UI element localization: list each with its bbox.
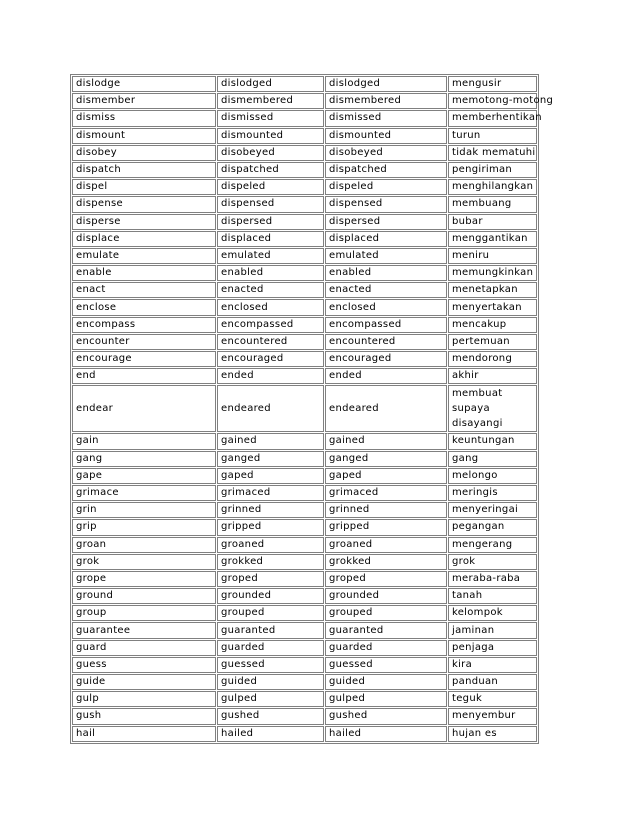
- verb-participle-cell: dismounted: [325, 128, 447, 144]
- verb-past-cell: encountered: [217, 334, 324, 350]
- verb-past-cell: gushed: [217, 708, 324, 724]
- verb-past-cell: emulated: [217, 248, 324, 264]
- verb-translation-cell: turun: [448, 128, 537, 144]
- verb-translation-cell: tidak mematuhi: [448, 145, 537, 161]
- verb-past-cell: gulped: [217, 691, 324, 707]
- verb-participle-cell: enacted: [325, 282, 447, 298]
- verb-past-cell: groped: [217, 571, 324, 587]
- verb-base-cell: dismiss: [72, 110, 216, 126]
- verb-translation-cell: memotong-motong: [448, 93, 537, 109]
- verb-translation-cell: teguk: [448, 691, 537, 707]
- verb-past-cell: hailed: [217, 726, 324, 742]
- verb-participle-cell: disobeyed: [325, 145, 447, 161]
- verb-base-cell: dismount: [72, 128, 216, 144]
- table-row: [72, 231, 537, 247]
- table-row: [72, 605, 537, 621]
- verb-participle-cell: grokked: [325, 554, 447, 570]
- verb-base-cell: enclose: [72, 299, 216, 315]
- verb-participle-cell: dispersed: [325, 214, 447, 230]
- table-row: [72, 110, 537, 126]
- verb-past-cell: guaranted: [217, 622, 324, 638]
- verb-base-cell: dismember: [72, 93, 216, 109]
- verb-participle-cell: encompassed: [325, 317, 447, 333]
- verb-participle-cell: groaned: [325, 537, 447, 553]
- verb-past-cell: dispersed: [217, 214, 324, 230]
- verb-past-cell: dismembered: [217, 93, 324, 109]
- verb-translation-cell: menyertakan: [448, 299, 537, 315]
- table-row: [72, 708, 537, 724]
- verb-translation-cell: mengusir: [448, 76, 537, 92]
- verb-participle-cell: emulated: [325, 248, 447, 264]
- verb-translation-cell: meraba-raba: [448, 571, 537, 587]
- table-row: [72, 674, 537, 690]
- verb-table-body: [72, 76, 554, 742]
- verb-past-cell: disobeyed: [217, 145, 324, 161]
- table-row: [72, 282, 537, 298]
- verb-base-cell: encounter: [72, 334, 216, 350]
- verb-past-cell: guarded: [217, 640, 324, 656]
- verb-past-cell: endeared: [217, 385, 324, 432]
- verb-base-cell: gang: [72, 451, 216, 467]
- verb-translation-cell: hujan es: [448, 726, 537, 742]
- table-row: [72, 519, 537, 535]
- verb-participle-cell: hailed: [325, 726, 447, 742]
- verb-translation-cell: mengerang: [448, 537, 537, 553]
- verb-base-cell: displace: [72, 231, 216, 247]
- verb-translation-cell: meringis: [448, 485, 537, 501]
- verb-translation-cell: mencakup: [448, 317, 537, 333]
- verb-past-cell: dispatched: [217, 162, 324, 178]
- table-row: [72, 351, 537, 367]
- verb-participle-cell: guarded: [325, 640, 447, 656]
- table-row: [72, 571, 537, 587]
- table-row: [72, 145, 537, 161]
- table-row: [72, 265, 537, 281]
- verb-base-cell: enact: [72, 282, 216, 298]
- verb-participle-cell: enclosed: [325, 299, 447, 315]
- verb-base-cell: emulate: [72, 248, 216, 264]
- table-row: [72, 588, 537, 604]
- verb-participle-cell: dispensed: [325, 196, 447, 212]
- table-row: [72, 451, 537, 467]
- verb-base-cell: group: [72, 605, 216, 621]
- verb-translation-cell: kelompok: [448, 605, 537, 621]
- verb-participle-cell: endeared: [325, 385, 447, 432]
- verb-participle-cell: ended: [325, 368, 447, 384]
- verb-translation-cell: grok: [448, 554, 537, 570]
- verb-translation-cell: menghilangkan: [448, 179, 537, 195]
- table-row: [72, 214, 537, 230]
- verb-translation-cell: membuang: [448, 196, 537, 212]
- verb-base-cell: enable: [72, 265, 216, 281]
- verb-past-cell: dispeled: [217, 179, 324, 195]
- verb-past-cell: enabled: [217, 265, 324, 281]
- verb-base-cell: gulp: [72, 691, 216, 707]
- table-row: [72, 640, 537, 656]
- verb-base-cell: encourage: [72, 351, 216, 367]
- verb-translation-cell: penjaga: [448, 640, 537, 656]
- verb-base-cell: hail: [72, 726, 216, 742]
- verb-past-cell: enacted: [217, 282, 324, 298]
- verb-translation-cell: menetapkan: [448, 282, 537, 298]
- verb-participle-cell: grounded: [325, 588, 447, 604]
- table-row: [72, 385, 537, 432]
- verb-participle-cell: dispatched: [325, 162, 447, 178]
- verb-participle-cell: gaped: [325, 468, 447, 484]
- verb-base-cell: endear: [72, 385, 216, 432]
- verb-base-cell: guard: [72, 640, 216, 656]
- verb-participle-cell: gripped: [325, 519, 447, 535]
- verb-past-cell: dispensed: [217, 196, 324, 212]
- verb-past-cell: ended: [217, 368, 324, 384]
- verb-base-cell: encompass: [72, 317, 216, 333]
- verb-base-cell: dislodge: [72, 76, 216, 92]
- verb-translation-cell: membuat supaya disayangi: [448, 385, 537, 432]
- verb-past-cell: dislodged: [217, 76, 324, 92]
- verb-participle-cell: groped: [325, 571, 447, 587]
- verb-translation-cell: meniru: [448, 248, 537, 264]
- verb-translation-cell: pegangan: [448, 519, 537, 535]
- verb-translation-cell: gang: [448, 451, 537, 467]
- table-row: [72, 93, 537, 109]
- verb-translation-cell: melongo: [448, 468, 537, 484]
- verb-past-cell: encouraged: [217, 351, 324, 367]
- table-row: [72, 554, 537, 570]
- table-row: [72, 485, 537, 501]
- table-row: [72, 196, 537, 212]
- verb-base-cell: guarantee: [72, 622, 216, 638]
- verb-past-cell: groaned: [217, 537, 324, 553]
- verb-base-cell: grope: [72, 571, 216, 587]
- verb-past-cell: gaped: [217, 468, 324, 484]
- table-row: [72, 317, 537, 333]
- verb-past-cell: grimaced: [217, 485, 324, 501]
- verb-past-cell: ganged: [217, 451, 324, 467]
- verb-past-cell: gained: [217, 433, 324, 449]
- verb-past-cell: grouped: [217, 605, 324, 621]
- verb-translation-cell: mendorong: [448, 351, 537, 367]
- table-row: [72, 433, 537, 449]
- verb-past-cell: enclosed: [217, 299, 324, 315]
- verb-past-cell: guessed: [217, 657, 324, 673]
- table-row: [72, 622, 537, 638]
- verb-base-cell: grimace: [72, 485, 216, 501]
- verb-base-cell: grin: [72, 502, 216, 518]
- verb-past-cell: grinned: [217, 502, 324, 518]
- verb-base-cell: guide: [72, 674, 216, 690]
- verb-translation-cell: kira: [448, 657, 537, 673]
- table-row: [72, 179, 537, 195]
- verb-participle-cell: guessed: [325, 657, 447, 673]
- verb-translation-cell: menggantikan: [448, 231, 537, 247]
- verb-translation-cell: keuntungan: [448, 433, 537, 449]
- verb-participle-cell: gained: [325, 433, 447, 449]
- verb-participle-cell: enabled: [325, 265, 447, 281]
- table-row: [72, 468, 537, 484]
- verb-translation-cell: pengiriman: [448, 162, 537, 178]
- verb-translation-cell: bubar: [448, 214, 537, 230]
- verb-participle-cell: ganged: [325, 451, 447, 467]
- verb-past-cell: displaced: [217, 231, 324, 247]
- verb-base-cell: dispel: [72, 179, 216, 195]
- verb-past-cell: grokked: [217, 554, 324, 570]
- verb-base-cell: grok: [72, 554, 216, 570]
- verb-participle-cell: grouped: [325, 605, 447, 621]
- table-row: [72, 248, 537, 264]
- verb-participle-cell: dismissed: [325, 110, 447, 126]
- verb-base-cell: ground: [72, 588, 216, 604]
- verb-past-cell: dismissed: [217, 110, 324, 126]
- verb-participle-cell: grinned: [325, 502, 447, 518]
- verb-translation-cell: panduan: [448, 674, 537, 690]
- table-row: [72, 502, 537, 518]
- verb-past-cell: dismounted: [217, 128, 324, 144]
- table-row: [72, 726, 537, 742]
- verb-translation-cell: menyeringai: [448, 502, 537, 518]
- verb-translation-cell: pertemuan: [448, 334, 537, 350]
- verb-base-cell: disobey: [72, 145, 216, 161]
- table-row: [72, 334, 537, 350]
- verb-base-cell: gain: [72, 433, 216, 449]
- verb-participle-cell: encountered: [325, 334, 447, 350]
- table-row: [72, 162, 537, 178]
- verb-translation-cell: jaminan: [448, 622, 537, 638]
- verb-translation-cell: memberhentikan: [448, 110, 537, 126]
- table-row: [72, 657, 537, 673]
- verb-past-cell: grounded: [217, 588, 324, 604]
- verb-base-cell: dispatch: [72, 162, 216, 178]
- verb-participle-cell: dispeled: [325, 179, 447, 195]
- verb-base-cell: disperse: [72, 214, 216, 230]
- verb-base-cell: guess: [72, 657, 216, 673]
- table-row: [72, 299, 537, 315]
- verb-base-cell: dispense: [72, 196, 216, 212]
- table-row: [72, 537, 537, 553]
- verb-table: [70, 74, 554, 744]
- verb-participle-cell: grimaced: [325, 485, 447, 501]
- verb-base-cell: gush: [72, 708, 216, 724]
- verb-participle-cell: dismembered: [325, 93, 447, 109]
- verb-base-cell: groan: [72, 537, 216, 553]
- verb-participle-cell: gushed: [325, 708, 447, 724]
- table-row: [72, 691, 537, 707]
- verb-participle-cell: guided: [325, 674, 447, 690]
- verb-participle-cell: encouraged: [325, 351, 447, 367]
- table-row: [72, 76, 537, 92]
- verb-past-cell: gripped: [217, 519, 324, 535]
- verb-translation-cell: tanah: [448, 588, 537, 604]
- verb-translation-cell: memungkinkan: [448, 265, 537, 281]
- verb-base-cell: gape: [72, 468, 216, 484]
- verb-base-cell: grip: [72, 519, 216, 535]
- verb-past-cell: guided: [217, 674, 324, 690]
- verb-translation-cell: akhir: [448, 368, 537, 384]
- verb-past-cell: encompassed: [217, 317, 324, 333]
- verb-participle-cell: displaced: [325, 231, 447, 247]
- verb-participle-cell: guaranted: [325, 622, 447, 638]
- verb-translation-cell: menyembur: [448, 708, 537, 724]
- verb-participle-cell: dislodged: [325, 76, 447, 92]
- table-row: [72, 128, 537, 144]
- verb-base-cell: end: [72, 368, 216, 384]
- verb-participle-cell: gulped: [325, 691, 447, 707]
- table-row: [72, 368, 537, 384]
